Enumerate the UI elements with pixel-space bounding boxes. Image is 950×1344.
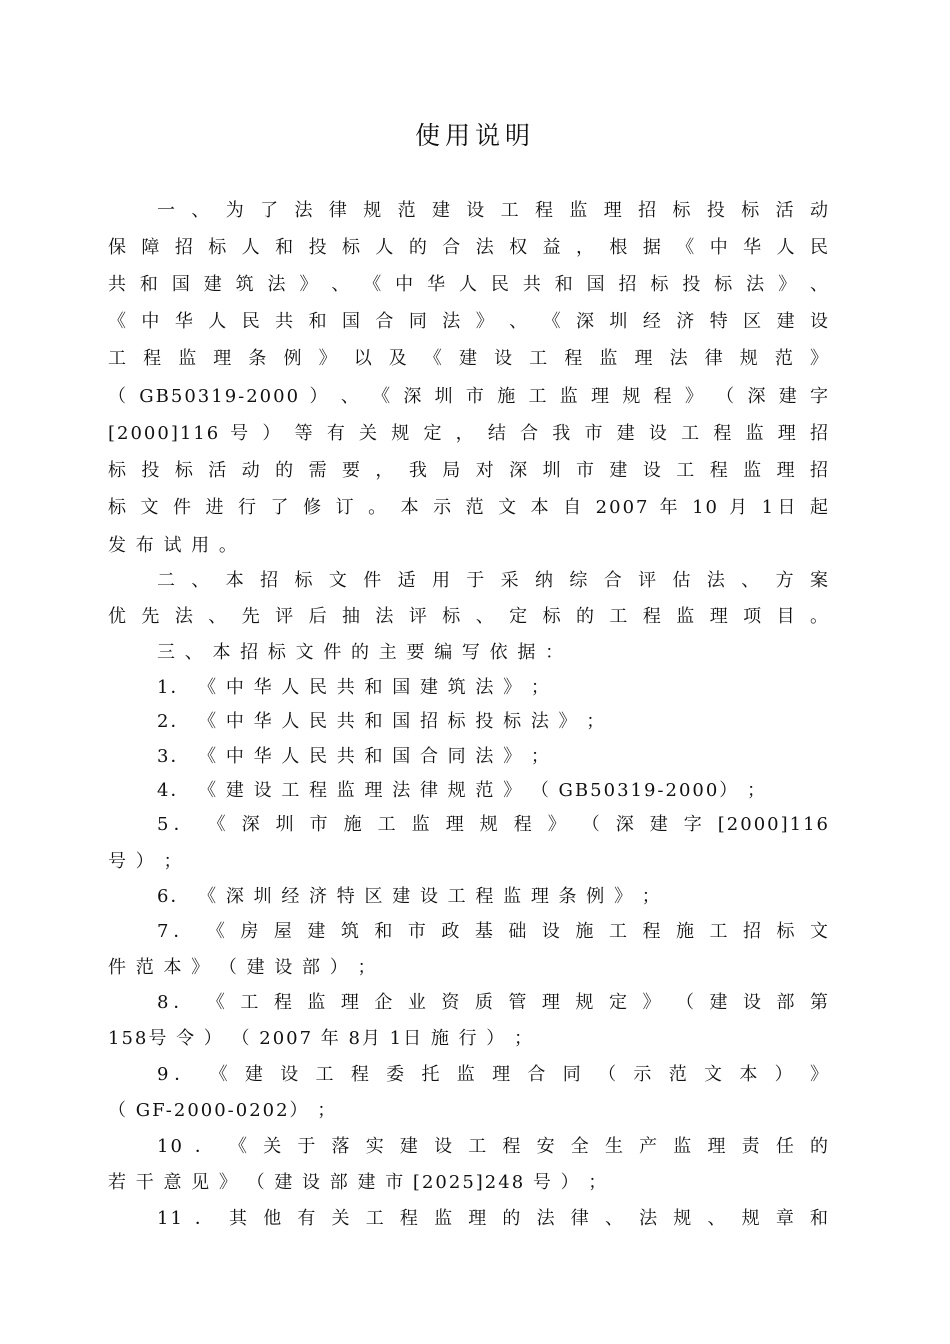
paragraph-line: 标 投 标 活 动 的 需 要 ， 我 局 对 深 圳 市 建 设 工 程 监 理 招 (108, 460, 830, 481)
paragraph-line: 标 文 件 进 行 了 修 订 。 本 示 范 文 本 自 2007 年 10 月 1日 起 (108, 497, 830, 518)
list-item: 2． 《 中 华 人 民 共 和 国 招 标 投 标 法 》 ； (157, 711, 607, 732)
paragraph-line: 《 中 华 人 民 共 和 国 合 同 法 》 、 《 深 圳 经 济 特 区 建 设 (108, 311, 830, 332)
paragraph-line: 保 障 招 标 人 和 投 标 人 的 合 法 权 益 ， 根 据 《 中 华 人 民 (108, 237, 830, 258)
list-item: 9． 《 建 设 工 程 委 托 监 理 合 同 （ 示 范 文 本 ） 》 (157, 1064, 830, 1085)
paragraph-line: 二 、 本 招 标 文 件 适 用 于 采 纳 综 合 评 估 法 、 方 案 (157, 570, 830, 591)
paragraph-line: 一 、 为 了 法 律 规 范 建 设 工 程 监 理 招 标 投 标 活 动 (157, 200, 830, 221)
paragraph-line: （ GB50319-2000 ） 、 《 深 圳 市 施 工 监 理 规 程 》 （ 深 建 字 (108, 386, 830, 407)
paragraph-line: 工 程 监 理 条 例 》 以 及 《 建 设 工 程 监 理 法 律 规 范 》 (108, 348, 830, 369)
list-item-continuation: （ GF-2000-0202） ； (108, 1100, 338, 1121)
list-item: 1． 《 中 华 人 民 共 和 国 建 筑 法 》 ； (157, 677, 551, 698)
list-item-continuation: 若 干 意 见 》 （ 建 设 部 建 市 [2025]248 号 ） ； (108, 1172, 609, 1193)
list-item: 8． 《 工 程 监 理 企 业 资 质 管 理 规 定 》 （ 建 设 部 第 (157, 992, 830, 1013)
list-item: 3． 《 中 华 人 民 共 和 国 合 同 法 》 ； (157, 746, 551, 767)
list-item: 5． 《 深 圳 市 施 工 监 理 规 程 》 （ 深 建 字 [2000]116 (157, 814, 830, 835)
list-item: 4． 《 建 设 工 程 监 理 法 律 规 范 》 （ GB50319-2000） ； (157, 780, 768, 801)
list-item-continuation: 件 范 本 》 （ 建 设 部 ） ； (108, 957, 378, 978)
paragraph-line: 发 布 试 用 。 (108, 535, 239, 556)
paragraph-line: [2000]116 号 ） 等 有 关 规 定 ， 结 合 我 市 建 设 工 程 监 理 招 (108, 423, 830, 444)
list-item: 11 ． 其 他 有 关 工 程 监 理 的 法 律 、 法 规 、 规 章 和 (157, 1208, 830, 1229)
paragraph-line: 优 先 法 、 先 评 后 抽 法 评 标 、 定 标 的 工 程 监 理 项 目 。 (108, 606, 830, 627)
list-item: 6． 《 深 圳 经 济 特 区 建 设 工 程 监 理 条 例 》 ； (157, 886, 662, 907)
list-item: 7． 《 房 屋 建 筑 和 市 政 基 础 设 施 工 程 施 工 招 标 文 (157, 921, 830, 942)
list-item-continuation: 号 ） ； (108, 851, 184, 872)
page-title: 使用说明 (414, 121, 535, 150)
paragraph-line: 共 和 国 建 筑 法 》 、 《 中 华 人 民 共 和 国 招 标 投 标 法 》 、 (108, 274, 830, 295)
list-item-continuation: 158号 令 ） （ 2007 年 8月 1日 施 行 ） ； (108, 1028, 535, 1049)
paragraph-line: 三 、 本 招 标 文 件 的 主 要 编 写 依 据 ： (157, 642, 566, 663)
list-item: 10 ． 《 关 于 落 实 建 设 工 程 安 全 生 产 监 理 责 任 的 (157, 1136, 830, 1157)
